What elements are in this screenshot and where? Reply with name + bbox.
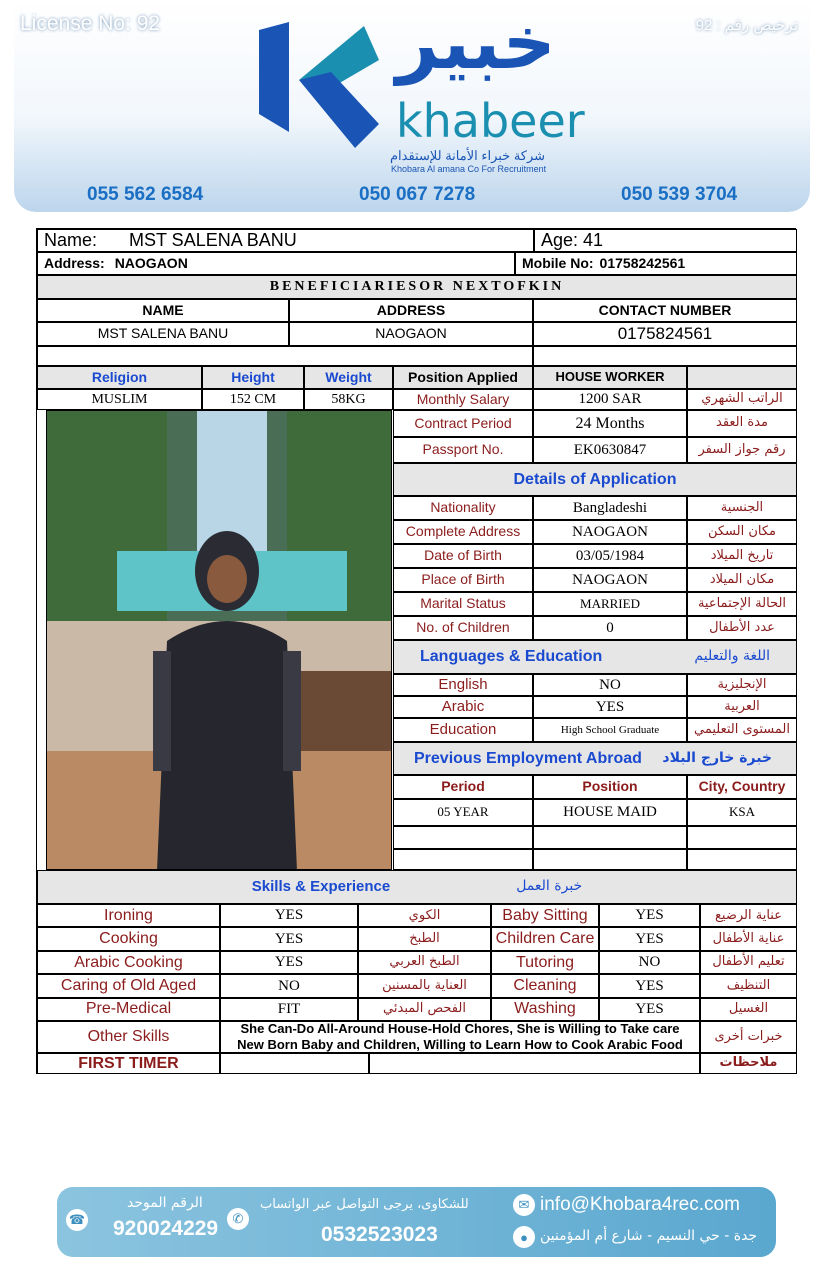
phone-1[interactable]: 055 562 6584 [87,184,204,205]
contract-label: Contract Period [393,410,533,437]
skill-value: YES [599,974,700,997]
address-row [37,252,515,275]
children-label-ar: عدد الأطفال [687,616,797,640]
weight-header: Weight [304,366,393,389]
arabic-label: Arabic [393,696,533,718]
empty-cell [687,366,797,389]
pob-label-ar: مكان الميلاد [687,568,797,592]
dob-label-ar: تاريخ الميلاد [687,544,797,568]
skill-value: YES [220,951,358,974]
languages-title-en: Languages & Education [420,648,603,666]
other-skills-value [220,1021,700,1053]
candidate-age: Age: 41 [534,229,797,252]
candidate-address: NAOGAON [114,254,188,271]
kin-name-header: NAME [37,299,289,322]
brand-arabic: خبير [396,0,556,86]
dob-value: 03/05/1984 [533,544,687,568]
kin-name: MST SALENA BANU [37,322,289,346]
languages-title-ar: اللغة والتعليم [694,648,770,665]
skill-label: Children Care [491,927,599,950]
skill-label-ar: عناية الرضيع [700,904,797,927]
brand-english: khabeer [396,94,585,148]
prev-period: 05 YEAR [393,799,533,826]
address-label: Address: [44,254,105,271]
empty-cell [533,849,687,870]
position-applied-label: Position Applied [393,366,533,389]
email-icon: ✉ [513,1194,535,1216]
skill-label-ar: تعليم الأطفال [700,951,797,974]
complete-address-label-ar: مكان السكن [687,520,797,544]
english-label: English [393,674,533,696]
salary-value: 1200 SAR [533,389,687,410]
empty-cell [687,849,797,870]
whatsapp-number[interactable]: 0532523023 [321,1223,438,1246]
footer-bar [57,1187,776,1257]
unified-number[interactable]: 920024229 [113,1217,219,1240]
height-header: Height [202,366,304,389]
brand-subtitle-ar: شركة خبراء الأمانة للإستقدام [390,148,546,163]
candidate-name: MST SALENA BANU [129,229,297,250]
cv-sheet [36,228,796,1074]
skill-label-ar: الغسيل [700,998,797,1021]
skill-value: YES [220,927,358,950]
english-value: NO [533,674,687,696]
phone-3[interactable]: 050 539 3704 [621,184,738,205]
position-header: Position [533,775,687,799]
pob-label: Place of Birth [393,568,533,592]
empty-cell [393,826,533,849]
skill-value: NO [220,974,358,997]
kin-contact-header: CONTACT NUMBER [533,299,797,322]
skills-title-en: Skills & Experience [251,877,391,895]
nationality-label: Nationality [393,496,533,520]
previous-title-en: Previous Employment Abroad [414,749,642,767]
passport-label-ar: رقم جواز السفر [687,437,797,463]
complete-address-value: NAOGAON [533,520,687,544]
first-timer-note: FIRST TIMER [37,1053,220,1074]
nationality-value: Bangladeshi [533,496,687,520]
beneficiaries-title: BENEFICIARIESOR NEXTOFKIN [37,275,797,299]
english-label-ar: الإنجليزية [687,674,797,696]
empty-cell [369,1053,700,1074]
kin-address-header: ADDRESS [289,299,533,322]
name-row [37,229,534,252]
skills-title [37,870,797,904]
marital-value: MARRIED [533,592,687,616]
children-value: 0 [533,616,687,640]
empty-cell [687,826,797,849]
pob-value: NAOGAON [533,568,687,592]
skill-label-ar: التنظيف [700,974,797,997]
previous-employment-title [393,742,797,775]
skills-title-ar: خبرة العمل [516,878,583,895]
salary-label: Monthly Salary [393,389,533,410]
education-label-ar: المستوى التعليمي [687,718,797,742]
mobile-label: Mobile No: [522,254,594,271]
city-country-header: City, Country [687,775,797,799]
photo-placeholder-icon [47,411,392,870]
previous-title-ar: خبرة خارج البلاد [662,749,772,766]
marital-label-ar: الحالة الإجتماعية [687,592,797,616]
position-applied-value: HOUSE WORKER [533,366,687,389]
arabic-value: YES [533,696,687,718]
empty-cell [533,346,797,366]
skill-label-ar: الكوي [358,904,491,927]
skill-value: YES [599,904,700,927]
skill-label: Arabic Cooking [37,951,220,974]
skill-value: YES [599,927,700,950]
skill-label: Cleaning [491,974,599,997]
skill-label: Washing [491,998,599,1021]
candidate-mobile: 01758242561 [599,254,686,271]
contract-label-ar: مدة العقد [687,410,797,437]
license-en: License No: 92 [20,12,161,35]
salary-label-ar: الراتب الشهري [687,389,797,410]
skill-value: YES [599,998,700,1021]
other-skills-label-ar: خبرات أخرى [700,1021,797,1053]
skill-value: NO [599,951,700,974]
dob-label: Date of Birth [393,544,533,568]
email-address[interactable]: info@Khobara4rec.com [540,1194,740,1215]
kin-contact: 0175824561 [533,322,797,346]
location-pin-icon: ● [513,1226,535,1248]
marital-label: Marital Status [393,592,533,616]
name-label: Name: [44,229,98,250]
other-skills-line-2: New Born Baby and Children, Willing to Learn How to Cook Arabic Food [237,1037,683,1052]
candidate-photo [46,410,392,870]
khabeer-logo-icon [259,22,379,154]
religion-header: Religion [37,366,202,389]
passport-label: Passport No. [393,437,533,463]
height-value: 152 CM [202,389,304,410]
phone-2[interactable]: 050 067 7278 [359,184,476,205]
brand-subtitle-en: Khobara Al amana Co For Recruitment [391,164,547,174]
religion-value: MUSLIM [37,389,202,410]
remarks-label-ar: ملاحظات [700,1053,797,1074]
skill-value: YES [220,904,358,927]
skill-label-ar: عناية الأطفال [700,927,797,950]
license-ar: ترخيص رقم : 92 [695,17,798,34]
phone-icon: ☎ [66,1209,88,1231]
other-skills-line-1: She Can-Do All-Around House-Hold Chores, She is Willing to Take care [240,1021,680,1037]
empty-cell [37,346,533,366]
unified-number-label: الرقم الموحد [127,1195,203,1211]
skill-label: Ironing [37,904,220,927]
nationality-label-ar: الجنسية [687,496,797,520]
skill-label-ar: الفحص المبدئي [358,998,491,1021]
arabic-label-ar: العربية [687,696,797,718]
skill-label: Tutoring [491,951,599,974]
education-value: High School Graduate [533,718,687,742]
skill-label: Cooking [37,927,220,950]
letterhead [14,0,810,212]
details-title: Details of Application [393,463,797,496]
passport-value: EK0630847 [533,437,687,463]
weight-value: 58KG [304,389,393,410]
empty-cell [533,826,687,849]
location-text: جدة - حي النسيم - شارع أم المؤمنين [540,1228,758,1244]
prev-position: HOUSE MAID [533,799,687,826]
skill-label-ar: الطبخ [358,927,491,950]
complete-address-label: Complete Address [393,520,533,544]
skill-label: Caring of Old Aged [37,974,220,997]
skill-label-ar: الطبخ العربي [358,951,491,974]
complaints-text: للشكاوى، يرجى التواصل عبر الواتساب [260,1197,469,1212]
skill-label: Baby Sitting [491,904,599,927]
whatsapp-icon: ✆ [227,1208,249,1230]
empty-cell [220,1053,369,1074]
skill-value: FIT [220,998,358,1021]
kin-address: NAOGAON [289,322,533,346]
period-header: Period [393,775,533,799]
empty-cell [393,849,533,870]
contract-value: 24 Months [533,410,687,437]
other-skills-label: Other Skills [37,1021,220,1053]
mobile-row [515,252,797,275]
education-label: Education [393,718,533,742]
children-label: No. of Children [393,616,533,640]
languages-title [393,640,797,674]
skill-label-ar: العناية بالمسنين [358,974,491,997]
skill-label: Pre-Medical [37,998,220,1021]
prev-city-country: KSA [687,799,797,826]
